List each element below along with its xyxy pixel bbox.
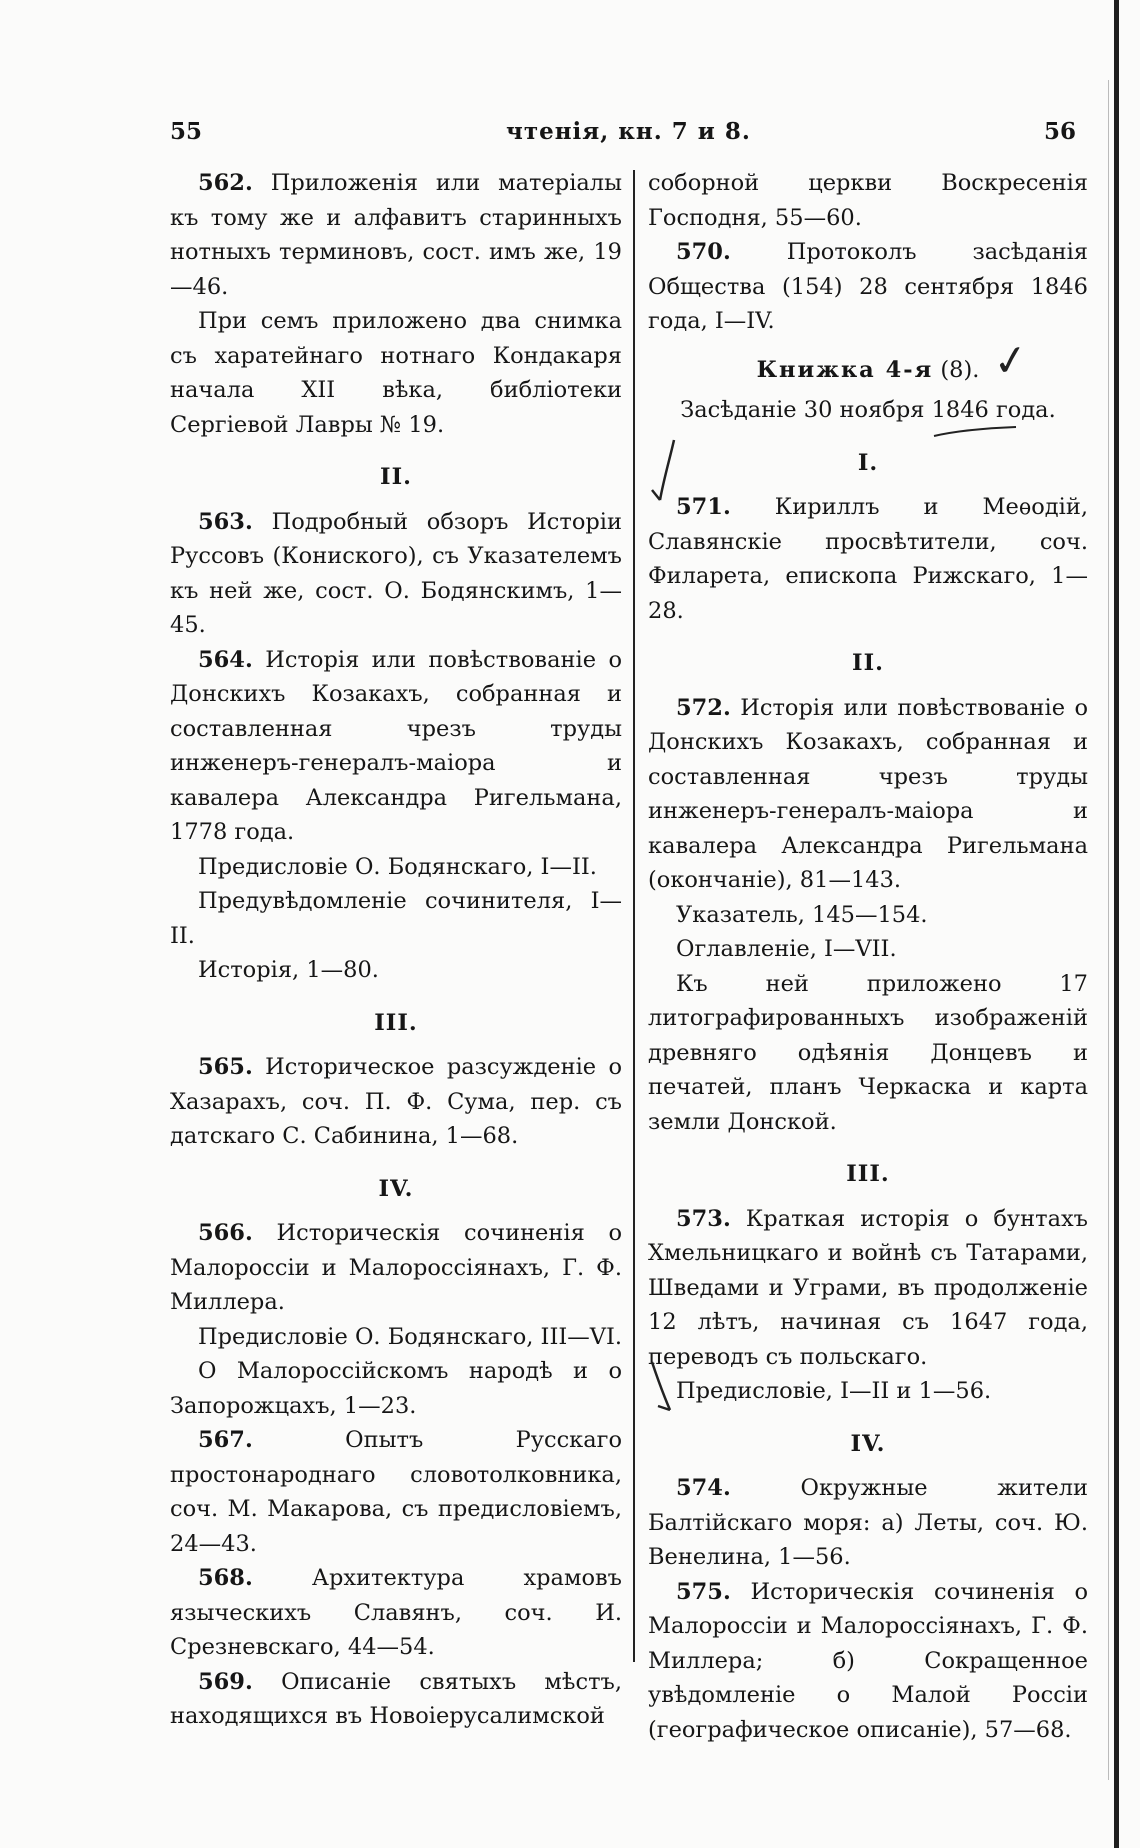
handwritten-tick-571 bbox=[650, 438, 680, 508]
entry-570: 570. Протоколъ засѣданія Общества (154) 28 сентября 1846 года, I—IV. bbox=[648, 239, 1088, 334]
section-heading-ii-right: II. bbox=[852, 650, 884, 676]
page-number-left: 55 bbox=[170, 118, 203, 145]
entry-566-preface: Предисловіе О. Бодянскаго, III—VI. bbox=[198, 1323, 623, 1350]
entry-573-preface: Предисловіе, I—II и 1—56. bbox=[676, 1378, 992, 1404]
section-heading-iv: IV. bbox=[378, 1175, 414, 1202]
section-heading-iii: III. bbox=[374, 1009, 418, 1036]
section-heading-ii: II. bbox=[380, 464, 412, 490]
scan-edge-rule bbox=[1114, 0, 1119, 1848]
left-column bbox=[170, 166, 622, 1734]
entry-572: 572. Исторія или повѣствованіе о Донскихъ Козакахъ, собранная и составленная чрезъ труды инженеръ-генералъ-маіора и кавалера Александра Ригельмана (окончаніе), 81—143. bbox=[648, 694, 1088, 893]
entry-569: 569. Описаніе святыхъ мѣстъ, находящихся въ Новоіерусалимской bbox=[170, 1668, 622, 1729]
entry-562: 562. Приложенія или матеріалы къ тому же и алфавитъ старинныхъ нотныхъ терминовъ, сост. имъ же, 19—46. bbox=[170, 170, 622, 300]
entry-566: 566. Историческія сочиненія о Малороссіи и Малороссіянахъ, Г. Ф. Миллера. bbox=[170, 1220, 622, 1315]
running-title: чтенія, кн. 7 и 8. bbox=[506, 118, 751, 145]
entry-572-attachment: Къ ней приложено 17 литографированныхъ изображеній древняго одѣянія Донцевъ и печатей, планъ Черкаска и карта земли Донской. bbox=[648, 970, 1088, 1135]
entry-575: 575. Историческія сочиненія о Малороссіи и Малороссіянахъ, Г. Ф. Миллера; б) Сокращенное увѣдомленіе о Малой Россіи (географическое описаніе), 57—68. bbox=[648, 1578, 1088, 1743]
entry-572-index: Указатель, 145—154. bbox=[676, 901, 928, 928]
handwritten-tick-574 bbox=[648, 1360, 678, 1420]
right-column bbox=[648, 166, 1088, 1747]
scan-edge-shadow bbox=[1108, 80, 1109, 1780]
entry-573: 573. Краткая исторія о бунтахъ Хмельницкаго и войнѣ съ Татарами, Шведами и Уграми, въ продолженіе 12 лѣтъ, начиная съ 1647 года, переводъ съ польскаго. bbox=[648, 1205, 1088, 1370]
meeting-date: Засѣданіе 30 ноября 1846 года. bbox=[680, 397, 1056, 423]
entry-567: 567. Опытъ Русскаго простонароднаго словотолковника, соч. М. Макарова, съ предисловіемъ, 24—43. bbox=[170, 1427, 622, 1557]
column-divider bbox=[633, 170, 635, 1662]
entry-564-notice: Предувѣдомленіе сочинителя, I—II. bbox=[170, 888, 622, 949]
entry-574: 574. Окружные жители Балтійскаго моря: а) Леты, соч. Ю. Венелина, 1—56. bbox=[648, 1475, 1088, 1570]
handwritten-underline bbox=[930, 424, 1020, 440]
entry-564: 564. Исторія или повѣствованіе о Донскихъ Козакахъ, собранная и составленная чрезъ труды инженеръ-генералъ-маіора и кавалера Александра Ригельмана, 1778 года. bbox=[170, 646, 622, 845]
entry-564-history: Исторія, 1—80. bbox=[198, 957, 379, 983]
entry-569-continued: соборной церкви Воскресенія Господня, 55—60. bbox=[648, 170, 1088, 231]
entry-568: 568. Архитектура храмовъ языческихъ Славянъ, соч. И. Срезневскаго, 44—54. bbox=[170, 1565, 622, 1660]
section-heading-iv-right: IV. bbox=[850, 1430, 886, 1457]
handwritten-check-mark: ✓ bbox=[989, 333, 1032, 388]
section-heading-iii-right: III. bbox=[846, 1161, 890, 1187]
page-header bbox=[0, 118, 1140, 158]
page-number-right: 56 bbox=[1044, 118, 1077, 145]
entry-571: 571. Кириллъ и Меѳодій, Славянскіе просвѣтители, соч. Филарета, епископа Рижскаго, 1—28. bbox=[648, 494, 1088, 624]
entry-562-note: При семъ приложено два снимка съ харатейнаго нотнаго Кондакаря начала XII вѣка, библіотеки Сергіевой Лавры № 19. bbox=[170, 308, 622, 438]
entry-572-contents: Оглавленіе, I—VII. bbox=[676, 936, 897, 962]
entry-565: 565. Историческое разсужденіе о Хазарахъ, соч. П. Ф. Сума, пер. съ датскаго С. Сабинина, 1—68. bbox=[170, 1054, 622, 1149]
book-heading: Книжка 4-я (8). bbox=[756, 356, 980, 383]
entry-563: 563. Подробный обзоръ Исторіи Руссовъ (Кониского), съ Указателемъ къ ней же, сост. О. Бодянскимъ, 1—45. bbox=[170, 508, 622, 638]
entry-566-people: О Малороссійскомъ народѣ и о Запорожцахъ, 1—23. bbox=[170, 1358, 622, 1419]
section-heading-i: I. bbox=[857, 449, 879, 476]
entry-564-preface: Предисловіе О. Бодянскаго, I—II. bbox=[198, 853, 597, 880]
